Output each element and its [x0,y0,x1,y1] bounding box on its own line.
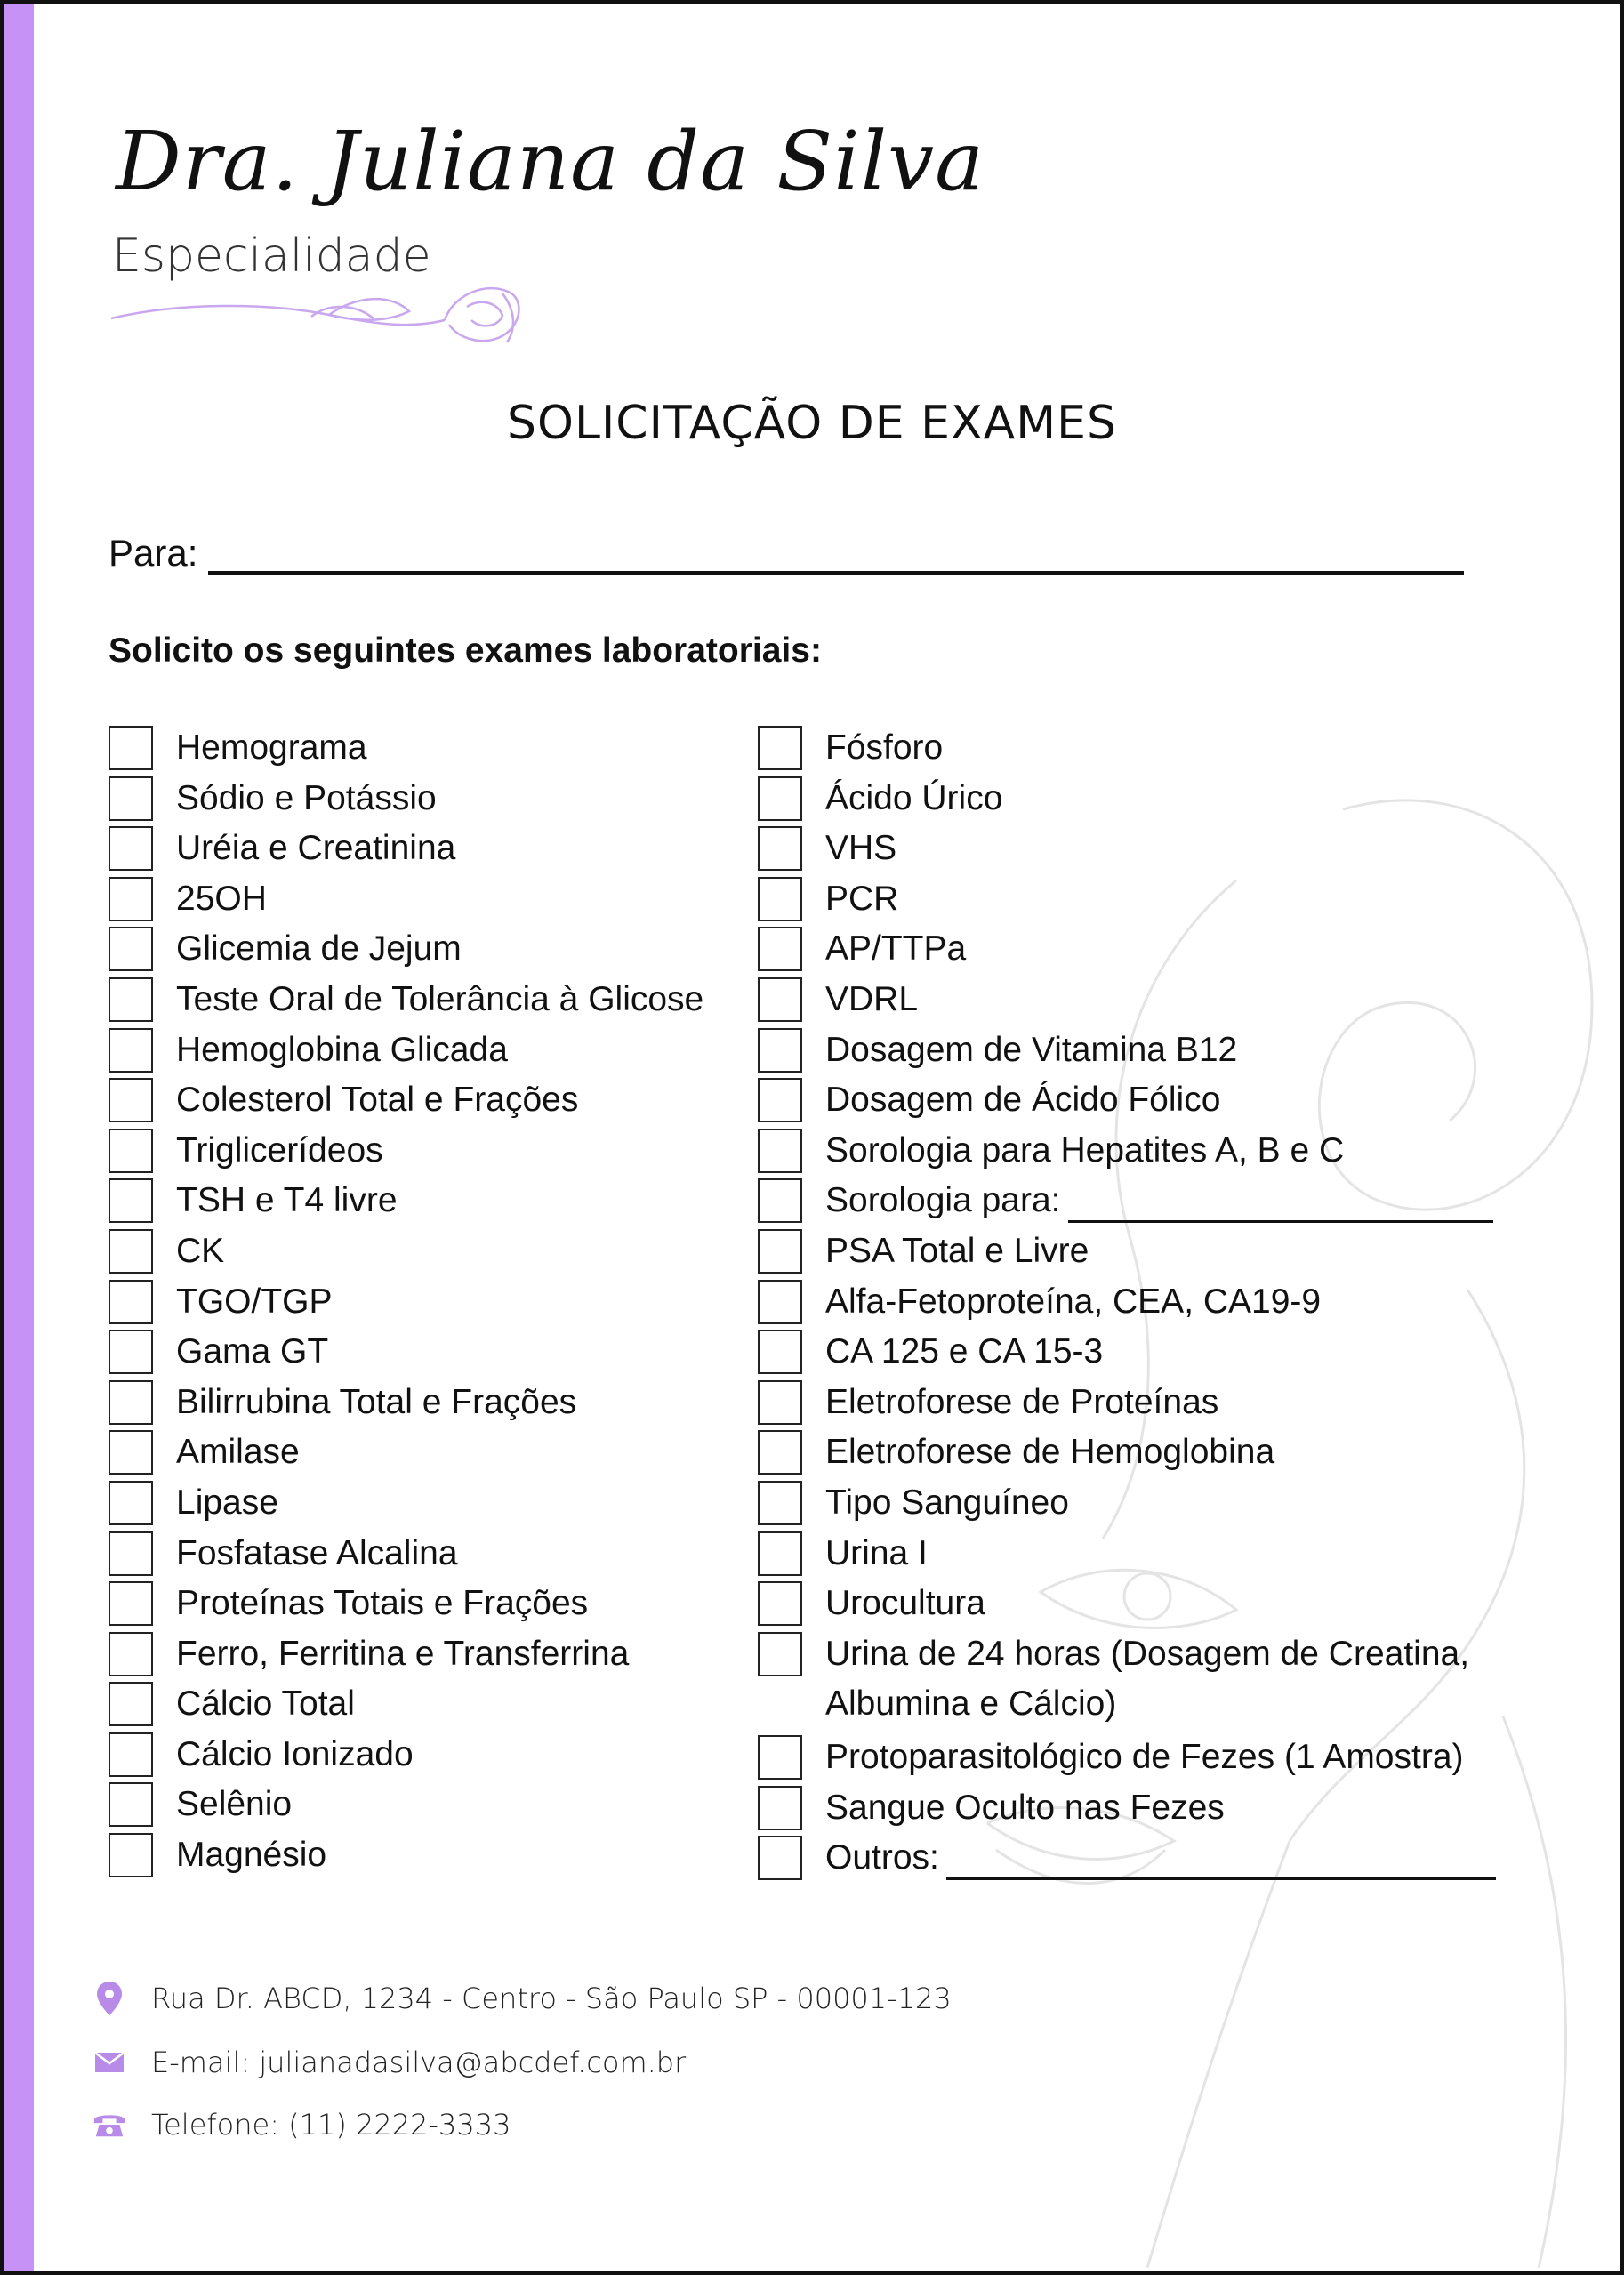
exam-label: Eletroforese de Hemoglobina [825,1433,1275,1472]
exam-label: Fósforo [825,728,944,767]
exam-label: Hemoglobina Glicada [176,1030,508,1069]
exam-label: Fosfatase Alcalina [176,1533,458,1572]
exam-item [758,1481,1519,1525]
exam-label: Proteínas Totais e Frações [176,1584,589,1623]
exam-item [109,1280,703,1324]
exam-label: CK [176,1231,225,1270]
exam-item [109,877,703,921]
exam-item [109,1682,703,1726]
exam-label: TSH e T4 livre [176,1181,398,1220]
exam-item [758,726,1519,770]
exam-checkbox[interactable] [109,1430,153,1475]
exam-label: Sangue Oculto nas Fezes [825,1788,1225,1827]
exam-label: Hemograma [176,728,367,767]
exam-label: Urina I [825,1533,928,1572]
exam-checkbox[interactable] [109,877,153,921]
exam-label: Uréia e Creatinina [176,829,456,868]
exam-checkbox[interactable] [758,1178,802,1223]
telephone-icon [92,2108,126,2142]
exam-label: Bilirrubina Total e Frações [176,1382,577,1421]
exam-checkbox[interactable] [758,1028,802,1073]
exam-label: Magnésio [176,1836,327,1875]
exam-item [758,1735,1519,1780]
email-text[interactable]: E-mail: julianadasilva@abcdef.com.br [151,2046,687,2079]
exam-item [109,1178,703,1223]
footer-email [92,2046,686,2079]
exam-checkbox[interactable] [758,977,802,1022]
exam-checkbox[interactable] [109,927,153,971]
footer-phone [92,2108,511,2142]
exam-checkbox[interactable] [109,1682,153,1726]
exam-item [109,1782,703,1827]
exam-item [109,1330,703,1374]
exam-checkbox[interactable] [109,1028,153,1073]
exam-item [758,1581,1519,1626]
exam-checkbox[interactable] [109,1380,153,1425]
exam-label: VHS [825,829,897,868]
exam-item [758,1280,1519,1324]
exam-label: CA 125 e CA 15-3 [825,1332,1104,1371]
exam-label: Outros: [825,1838,939,1877]
document-title: SOLICITAÇÃO DE EXAMES [507,397,1117,450]
exam-checkbox[interactable] [758,1280,802,1324]
exam-checkbox[interactable] [758,877,802,921]
exam-checkbox[interactable] [109,1782,153,1827]
exam-label: Dosagem de Vitamina B12 [825,1030,1238,1069]
exam-checkbox[interactable] [109,1581,153,1626]
exam-checkbox[interactable] [758,1330,802,1374]
exam-item [109,776,703,821]
exam-checkbox[interactable] [109,1632,153,1676]
exam-checkbox[interactable] [109,1330,153,1374]
exam-label: Alfa-Fetoproteína, CEA, CA19-9 [825,1282,1322,1321]
exam-label: Cálcio Ionizado [176,1734,414,1773]
exam-label: Selênio [176,1785,293,1824]
exam-label: PCR [825,879,899,918]
exam-checkbox[interactable] [758,1836,802,1880]
exam-label: VDRL [825,979,919,1018]
exam-checkbox[interactable] [109,1732,153,1777]
exam-item [109,826,703,871]
exam-checkbox[interactable] [109,1129,153,1173]
phone-text[interactable]: Telefone: (11) 2222-3333 [151,2108,511,2142]
exam-checkbox[interactable] [109,1078,153,1122]
exam-label: Urocultura [825,1584,985,1623]
exam-label: Teste Oral de Tolerância à Glicose [176,979,704,1018]
exam-checkbox[interactable] [109,1178,153,1223]
exam-label: Gama GT [176,1332,329,1371]
exam-item [109,1078,703,1122]
exam-label: Amilase [176,1433,300,1472]
exam-checkbox[interactable] [758,1229,802,1274]
exam-item [109,1732,703,1777]
exam-checkbox[interactable] [758,1632,802,1676]
exam-item [109,1481,703,1525]
exam-checkbox[interactable] [758,1735,802,1780]
exam-item [758,1028,1519,1073]
exam-item [109,1833,703,1877]
exam-item [758,977,1519,1022]
exam-item [109,1430,703,1475]
exam-list-left [109,726,703,1884]
exam-checkbox[interactable] [109,776,153,821]
exam-item [758,877,1519,921]
exam-item [758,927,1519,971]
exam-item [109,1129,703,1173]
exam-label: Cálcio Total [176,1684,355,1724]
exam-checkbox[interactable] [758,1581,802,1626]
specialty-label: Especialidade [112,229,431,283]
exam-checkbox[interactable] [109,1280,153,1324]
exam-item [758,1430,1519,1475]
exam-item [758,1632,1519,1730]
exam-label: Ácido Úrico [825,778,1003,817]
sorologia-fill-line[interactable] [1068,1186,1493,1223]
para-recipient-line[interactable] [208,571,1464,575]
exam-checkbox[interactable] [758,1380,802,1425]
exam-item [758,1786,1519,1830]
exam-item [109,726,703,770]
outros-fill-line[interactable] [946,1844,1496,1880]
exam-label: PSA Total e Livre [825,1231,1089,1270]
accent-bar [4,4,34,2271]
exam-item [758,1380,1519,1425]
exam-item [758,1129,1519,1173]
exam-item [109,977,703,1022]
exam-label: Urina de 24 horas (Dosagem de Creatina, Albumina e Cálcio) [825,1634,1470,1724]
exam-label: TGO/TGP [176,1282,333,1321]
exam-checkbox[interactable] [758,776,802,821]
exam-checkbox[interactable] [758,826,802,871]
exam-label: Dosagem de Ácido Fólico [825,1081,1221,1120]
flower-ornament [107,276,534,356]
exam-checkbox[interactable] [758,1078,802,1122]
exam-label: Sorologia para Hepatites A, B e C [825,1130,1345,1170]
exam-item [758,1836,1519,1880]
exam-item [758,776,1519,821]
exam-checkbox[interactable] [109,826,153,871]
exam-label: AP/TTPa [825,929,967,969]
exam-checkbox[interactable] [758,1786,802,1830]
envelope-icon [92,2046,126,2079]
exam-checkbox[interactable] [109,1481,153,1525]
exams-subheading: Solicito os seguintes exames laboratoriais: [109,631,822,670]
exam-label: Tipo Sanguíneo [825,1483,1069,1522]
exam-label: Sódio e Potássio [176,778,437,817]
exam-item [109,1531,703,1576]
exam-label: Protoparasitológico de Fezes (1 Amostra) [825,1738,1464,1777]
exam-label: Triglicerídeos [176,1130,383,1170]
exam-item [109,927,703,971]
exam-item [109,1028,703,1073]
exam-checkbox[interactable] [109,1833,153,1877]
exam-label: Sorologia para: [825,1181,1061,1220]
para-label: Para: [109,532,198,574]
exam-item [758,1531,1519,1576]
exam-checkbox[interactable] [109,1229,153,1274]
exam-label: 25OH [176,879,267,918]
exam-checkbox[interactable] [109,726,153,770]
exam-label: Ferro, Ferritina e Transferrina [176,1634,630,1673]
exam-item [109,1632,703,1676]
doctor-name: Dra. Juliana da Silva [116,114,985,209]
exam-item [758,1178,1519,1223]
exam-checkbox[interactable] [109,977,153,1022]
exam-item [109,1581,703,1626]
exam-checkbox[interactable] [758,726,802,770]
exam-item [758,1078,1519,1122]
exam-checkbox[interactable] [758,1531,802,1576]
exam-item [109,1380,703,1425]
location-pin-icon [92,1982,126,2015]
exam-checkbox[interactable] [758,1430,802,1475]
exam-label: Glicemia de Jejum [176,929,462,969]
exam-item [758,1229,1519,1274]
exam-item [758,826,1519,871]
exam-checkbox[interactable] [758,1481,802,1525]
exam-checkbox[interactable] [758,927,802,971]
exam-checkbox[interactable] [758,1129,802,1173]
exam-item [758,1330,1519,1374]
exam-list-right [758,726,1519,1886]
exam-label: Colesterol Total e Frações [176,1081,579,1120]
exam-checkbox[interactable] [109,1531,153,1576]
exam-item [109,1229,703,1274]
exam-label: Lipase [176,1483,278,1522]
exam-label: Eletroforese de Proteínas [825,1382,1219,1421]
footer-address [92,1982,952,2015]
address-text: Rua Dr. ABCD, 1234 - Centro - São Paulo SP - 00001-123 [151,1982,952,2015]
